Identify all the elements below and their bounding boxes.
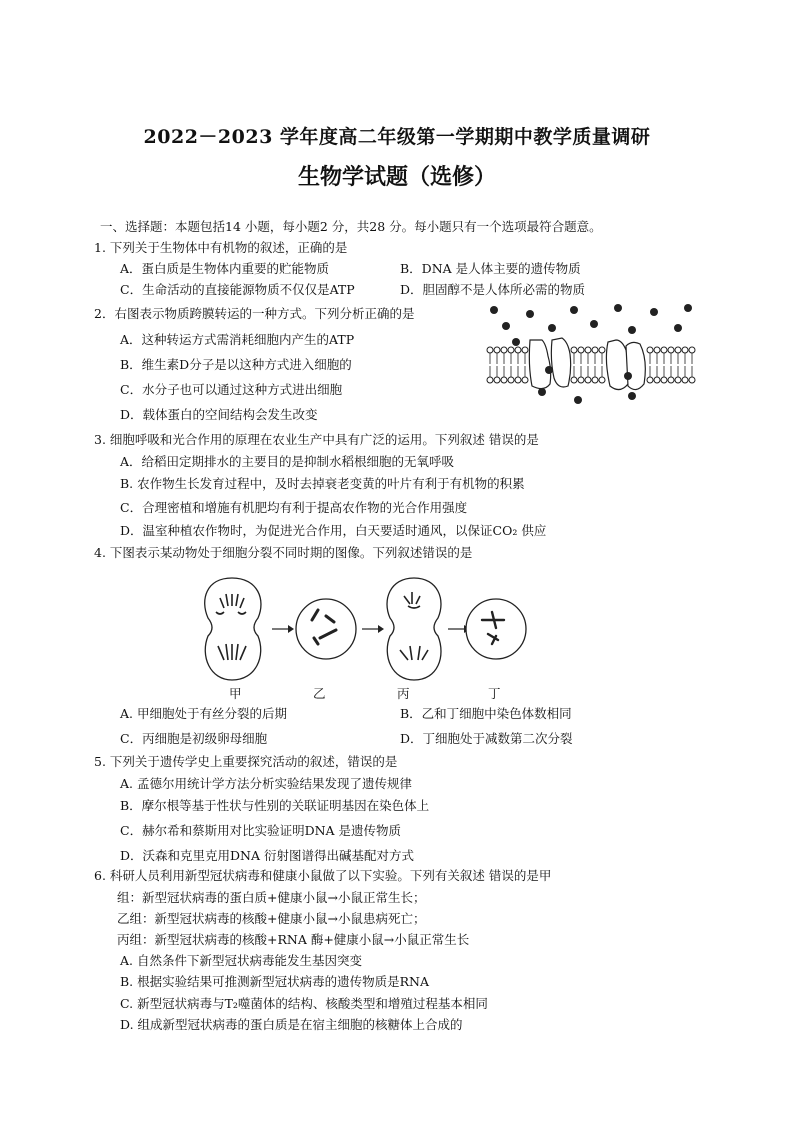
question-1-option-d: D．胆固醇不是人体所必需的物质 <box>400 282 586 297</box>
question-5-stem: 5. 下列关于遗传学史上重要探究活动的叙述，错误的是 <box>94 754 398 769</box>
section-heading: 一、选择题：本题包括14 小题，每小题2 分，共28 分。每小题只有一个选项最符合题意。 <box>100 219 602 234</box>
question-5-option-a: A. 孟德尔用统计学方法分析实验结果发现了遗传规律 <box>120 776 412 791</box>
question-1-stem: 1. 下列关于生物体中有机物的叙述，正确的是 <box>94 240 348 255</box>
question-6-group-bing: 丙组：新型冠状病毒的核酸+RNA 酶+健康小鼠→小鼠正常生长 <box>117 932 470 947</box>
question-2-option-d: D．载体蛋白的空间结构会发生改变 <box>120 407 318 422</box>
question-2-stem: 2．右图表示物质跨膜转运的一种方式。下列分析正确的是 <box>94 306 415 321</box>
question-6-option-c: C. 新型冠状病毒与T₂噬菌体的结构、核酸类型和增殖过程基本相同 <box>120 996 488 1011</box>
question-6-stem: 6. 科研人员利用新型冠状病毒和健康小鼠做了以下实验。下列有关叙述 错误的是甲 <box>94 868 552 883</box>
question-4-option-d: D．丁细胞处于减数第二次分裂 <box>400 731 573 746</box>
question-1-option-a: A．蛋白质是生物体内重要的贮能物质 <box>120 261 330 276</box>
question-2-option-b: B．维生素D分子是以这种方式进入细胞的 <box>120 357 352 372</box>
page-title: 2022－2023 学年度高二年级第一学期期中教学质量调研 <box>143 126 651 148</box>
question-6-option-b: B. 根据实验结果可推测新型冠状病毒的遗传物质是RNA <box>120 974 430 989</box>
question-5-option-c: C．赫尔希和蔡斯用对比实验证明DNA 是遗传物质 <box>120 823 402 838</box>
question-3-option-b: B. 农作物生长发育过程中，及时去掉衰老变黄的叶片有利于有机物的积累 <box>120 476 525 491</box>
figure-label-yi: 乙 <box>313 686 326 701</box>
question-4-option-c: C．丙细胞是初级卵母细胞 <box>120 731 268 746</box>
membrane-transport-figure <box>482 300 698 410</box>
question-5-option-b: B．摩尔根等基于性状与性别的关联证明基因在染色体上 <box>120 798 430 813</box>
cell-division-figure <box>196 576 536 686</box>
question-6-group-jia: 组：新型冠状病毒的蛋白质+健康小鼠→小鼠正常生长； <box>117 890 426 905</box>
question-2-option-a: A．这种转运方式需消耗细胞内产生的ATP <box>120 332 355 347</box>
question-4-option-a: A. 甲细胞处于有丝分裂的后期 <box>120 706 287 721</box>
question-3-option-a: A．给稻田定期排水的主要目的是抑制水稻根细胞的无氧呼吸 <box>120 454 455 469</box>
question-6-group-yi: 乙组：新型冠状病毒的核酸+健康小鼠→小鼠患病死亡； <box>117 911 426 926</box>
question-4-stem: 4. 下图表示某动物处于细胞分裂不同时期的图像。下列叙述错误的是 <box>94 545 473 560</box>
question-3-option-d: D．温室种植农作物时，为促进光合作用，白天要适时通风，以保证CO₂ 供应 <box>120 523 547 538</box>
question-1-option-b: B．DNA 是人体主要的遗传物质 <box>400 261 581 276</box>
question-6-option-a: A. 自然条件下新型冠状病毒能发生基因突变 <box>120 953 362 968</box>
question-3-stem: 3. 细胞呼吸和光合作用的原理在农业生产中具有广泛的运用。下列叙述 错误的是 <box>94 432 539 447</box>
question-5-option-d: D．沃森和克里克用DNA 衍射图谱得出碱基配对方式 <box>120 848 414 863</box>
question-1-option-c: C．生命活动的直接能源物质不仅仅是ATP <box>120 282 355 297</box>
question-2-option-c: C．水分子也可以通过这种方式进出细胞 <box>120 382 343 397</box>
figure-label-bing: 丙 <box>397 686 410 701</box>
question-4-option-b: B．乙和丁细胞中染色体数相同 <box>400 706 572 721</box>
question-6-option-d: D. 组成新型冠状病毒的蛋白质是在宿主细胞的核糖体上合成的 <box>120 1017 463 1032</box>
figure-label-jia: 甲 <box>229 686 242 701</box>
figure-label-ding: 丁 <box>488 686 501 701</box>
question-3-option-c: C．合理密植和增施有机肥均有利于提高农作物的光合作用强度 <box>120 500 468 515</box>
page-subtitle: 生物学试题（选修） <box>297 164 496 190</box>
